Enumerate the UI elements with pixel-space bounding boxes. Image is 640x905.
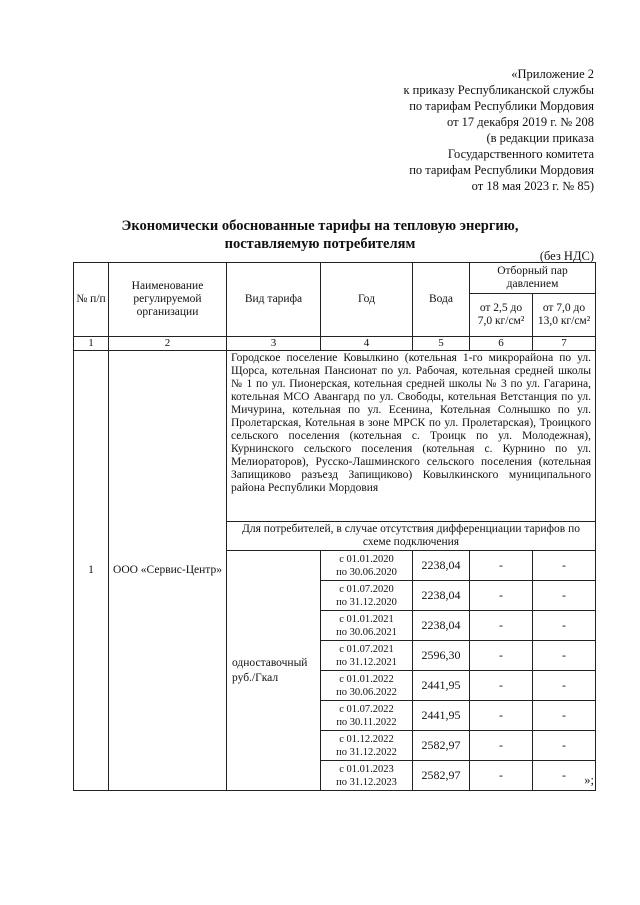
water-price: 2582,97: [413, 731, 470, 761]
appendix-line: по тарифам Республики Мордовия: [409, 163, 594, 177]
period-to: по 30.11.2022: [336, 716, 397, 728]
tariff-table: [73, 262, 596, 791]
column-number: 2: [109, 337, 227, 351]
appendix-line: «Приложение 2: [511, 67, 594, 81]
appendix-line: к приказу Республиканской службы: [403, 83, 594, 97]
appendix-line: Государственного комитета: [447, 147, 594, 161]
period: [321, 761, 413, 791]
steam-high-price: -: [533, 731, 596, 761]
title-line-1: Экономически обоснованные тарифы на тепловую энергию,: [121, 218, 519, 234]
steam-high-price: -: [533, 641, 596, 671]
water-price: 2441,95: [413, 701, 470, 731]
column-number: 1: [74, 337, 109, 351]
period-from: с 01.01.2023: [339, 763, 394, 775]
tariff-type: одноставочный руб./Гкал: [227, 551, 321, 791]
steam-low-price: -: [470, 701, 533, 731]
steam-high-price: -: [533, 581, 596, 611]
column-number-row: [74, 337, 596, 351]
header-row: [74, 263, 596, 294]
steam-low-price: -: [470, 581, 533, 611]
period: [321, 731, 413, 761]
water-price: 2596,30: [413, 641, 470, 671]
period-to: по 31.12.2022: [336, 746, 397, 758]
period-to: по 31.12.2021: [336, 656, 397, 668]
period-to: по 30.06.2022: [336, 686, 397, 698]
column-number: 5: [413, 337, 470, 351]
period-from: с 01.01.2022: [339, 673, 394, 685]
period-to: по 30.06.2020: [336, 566, 397, 578]
steam-high-price: -: [533, 551, 596, 581]
header-tariff-type: Вид тарифа: [227, 263, 321, 337]
period-to: по 31.12.2020: [336, 596, 397, 608]
appendix-line: от 18 мая 2023 г. № 85): [471, 179, 594, 193]
period-to: по 31.12.2023: [336, 776, 397, 788]
steam-low-price: -: [470, 731, 533, 761]
steam-low-price: -: [470, 551, 533, 581]
document-title: [100, 217, 540, 253]
steam-high-price: -: [533, 611, 596, 641]
column-number: 4: [321, 337, 413, 351]
period: [321, 671, 413, 701]
period-from: с 01.07.2020: [339, 583, 394, 595]
period-from: с 01.07.2022: [339, 703, 394, 715]
steam-low-price: -: [470, 671, 533, 701]
water-price: 2238,04: [413, 581, 470, 611]
closing-quote: »;: [584, 773, 594, 787]
appendix-line: от 17 декабря 2019 г. № 208: [446, 115, 594, 129]
steam-low-price: -: [470, 641, 533, 671]
water-price: 2238,04: [413, 611, 470, 641]
period: [321, 551, 413, 581]
period: [321, 641, 413, 671]
boiler-description: Городское поселение Ковылкино (котельная 1-го микрорайона по ул. Щорса, котельная Пансионат по ул. Рабочая, котельная средней школы № 1 по ул. Пионерская, котельная средней школы № 3 по ул. Гагарина, котельная МСО Авангард по ул. Свободы, котельная Ветстанция по ул. Мичурина, котельная по ул. Есенина, Котельная Солнышко по ул. Пролетарская, Котельная в зоне МРСК по ул. Пролетарская), Троицкого сельского поселения (котельная с. Троицк по ул. Молодежная), Курнинского сельского поселения (котельная с. Курнино по ул. Мелиораторов), Русско-Лашминского сельского поселения (котельная Запищиково разъезд Запищиково) Ковылкинского муниципального района Республики Мордовия: [227, 351, 596, 522]
header-steam-high: от 7,0 до 13,0 кг/см²: [533, 294, 596, 337]
period-from: с 01.01.2020: [339, 553, 394, 565]
header-num: № п/п: [74, 263, 109, 337]
water-price: 2238,04: [413, 551, 470, 581]
header-steam-low: от 2,5 до 7,0 кг/см²: [470, 294, 533, 337]
row-number: 1: [74, 351, 109, 791]
period: [321, 611, 413, 641]
steam-high-price: -: [533, 671, 596, 701]
organization-name: ООО «Сервис-Центр»: [109, 351, 227, 791]
period-to: по 30.06.2021: [336, 626, 397, 638]
column-number: 7: [533, 337, 596, 351]
period: [321, 581, 413, 611]
column-number: 6: [470, 337, 533, 351]
appendix-note: [300, 66, 594, 194]
title-line-2: поставляемую потребителям: [224, 236, 416, 252]
water-price: 2441,95: [413, 671, 470, 701]
period-from: с 01.07.2021: [339, 643, 394, 655]
steam-low-price: -: [470, 611, 533, 641]
period-from: с 01.01.2021: [339, 613, 394, 625]
table-row: [74, 351, 596, 522]
header-steam: Отборный пар давлением: [470, 263, 596, 294]
appendix-line: по тарифам Республики Мордовия: [409, 99, 594, 113]
column-number: 3: [227, 337, 321, 351]
header-year: Год: [321, 263, 413, 337]
period-from: с 01.12.2022: [339, 733, 394, 745]
vat-note: (без НДС): [539, 249, 594, 263]
header-water: Вода: [413, 263, 470, 337]
period: [321, 701, 413, 731]
steam-high-price: -: [533, 701, 596, 731]
header-org: Наименование регулируемой организации: [109, 263, 227, 337]
water-price: 2582,97: [413, 761, 470, 791]
steam-low-price: -: [470, 761, 533, 791]
no-differentiation-note: Для потребителей, в случае отсутствия дифференциации тарифов по схеме подключения: [227, 522, 596, 551]
appendix-line: (в редакции приказа: [486, 131, 594, 145]
steam-high-price: -: [533, 761, 596, 791]
